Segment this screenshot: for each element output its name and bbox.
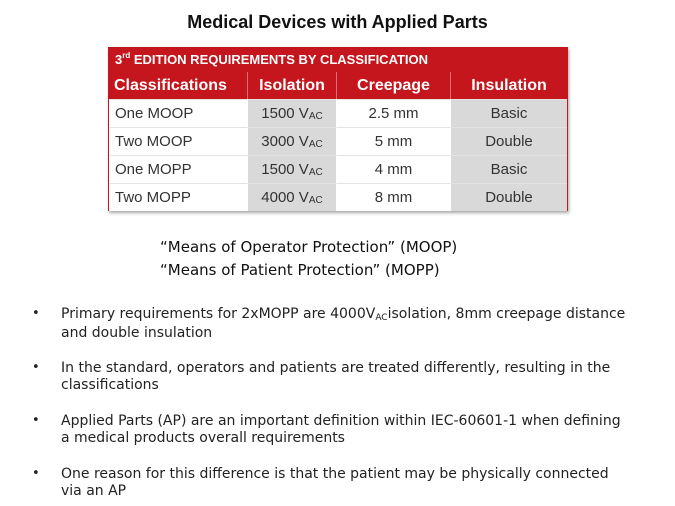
- bullet-icon: •: [32, 413, 40, 428]
- banner-sup: rd: [122, 50, 131, 60]
- isolation-unit: AC: [308, 111, 323, 122]
- bullet-text: In the standard, operators and patients are treated differently, resulting in the classifications: [61, 360, 611, 393]
- isolation-unit: AC: [308, 139, 323, 150]
- header-classifications: Classifications: [109, 72, 247, 99]
- bullet-text: One reason for this difference is that the patient may be physically connected via an AP: [61, 466, 609, 499]
- cell-isolation: [247, 99, 336, 127]
- isolation-value: 4000 V: [261, 189, 309, 206]
- header-insulation: Insulation: [450, 72, 567, 99]
- definition-mopp: “Means of Patient Protection” (MOPP): [160, 261, 440, 279]
- bullet-text: Applied Parts (AP) are an important definition within IEC-60601-1 when defining a medical products overall requirements: [61, 413, 621, 446]
- bullet-text: [61, 306, 631, 342]
- isolation-unit: AC: [308, 167, 323, 178]
- isolation-value: 1500 V: [261, 105, 309, 122]
- cell-classification: Two MOOP: [109, 127, 247, 155]
- slide-title: Medical Devices with Applied Parts: [187, 12, 488, 32]
- cell-insulation: Double: [450, 127, 567, 155]
- bullet-icon: •: [32, 360, 40, 375]
- cell-creepage: 5 mm: [336, 127, 450, 155]
- cell-creepage: 4 mm: [336, 155, 450, 183]
- bullet-icon: •: [32, 466, 40, 481]
- cell-creepage: 2.5 mm: [336, 99, 450, 127]
- bullet-subscript: AC: [375, 313, 388, 323]
- cell-insulation: Basic: [450, 155, 567, 183]
- cell-classification: One MOOP: [109, 99, 247, 127]
- isolation-value: 1500 V: [261, 161, 309, 178]
- isolation-unit: AC: [308, 195, 323, 206]
- isolation-value: 3000 V: [261, 133, 309, 150]
- banner-prefix: 3: [115, 52, 123, 67]
- cell-classification: Two MOPP: [109, 183, 247, 211]
- cell-isolation: [247, 127, 336, 155]
- cell-isolation: [247, 155, 336, 183]
- table-banner: [109, 48, 567, 72]
- header-creepage: Creepage: [336, 72, 450, 99]
- bullet-text-part: Primary requirements for 2xMOPP are 4000V: [61, 306, 376, 322]
- cell-insulation: Basic: [450, 99, 567, 127]
- cell-classification: One MOPP: [109, 155, 247, 183]
- bullet-text-part: isolation, 8mm creepage distance and double insulation: [61, 306, 626, 341]
- definition-moop: “Means of Operator Protection” (MOOP): [160, 238, 458, 256]
- cell-isolation: [247, 183, 336, 211]
- table-grid: [109, 72, 567, 211]
- cell-creepage: 8 mm: [336, 183, 450, 211]
- cell-insulation: Double: [450, 183, 567, 211]
- bullet-icon: •: [32, 306, 40, 321]
- banner-rest: EDITION REQUIREMENTS BY CLASSIFICATION: [130, 52, 429, 67]
- header-isolation: Isolation: [247, 72, 336, 99]
- requirements-table: [108, 47, 568, 211]
